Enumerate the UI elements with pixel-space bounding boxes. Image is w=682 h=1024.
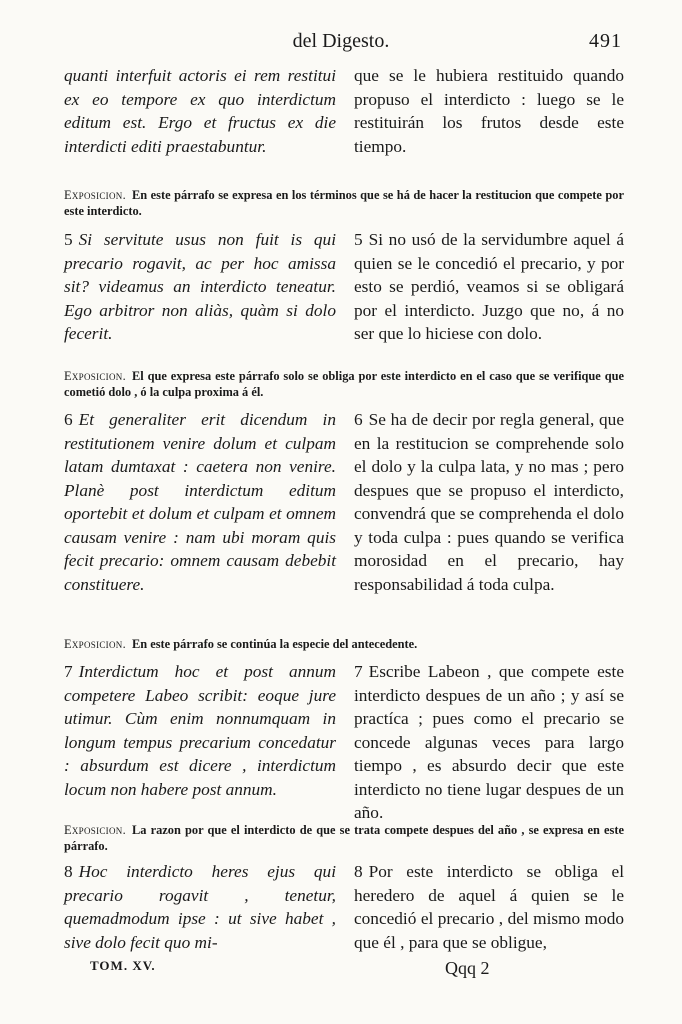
paragraph-number: 6 — [64, 410, 73, 429]
exposition-note — [64, 822, 624, 854]
exposition-label: Exposicion. — [64, 188, 126, 202]
spanish-text: que se le hubiera restituido quando propuso el interdicto : luego se le restituirán los frutos desde este tiempo. — [354, 66, 624, 156]
running-title: del Digesto. — [292, 30, 390, 52]
paragraph-block — [64, 228, 624, 360]
exposition-note — [64, 187, 624, 219]
exposition-text: En este párrafo se continúa la especie del antecedente. — [131, 637, 418, 651]
latin-text: quanti interfuit actoris ei rem restitui ex eo tempore ex quo interdictum editum est. Ergo et fructus ex die interdicti editi praestabuntur. — [64, 66, 336, 156]
exposition-text: La razon por que el interdicto de que se trata compete despues del año , se expresa en este párrafo. — [64, 823, 624, 853]
paragraph-block — [64, 408, 624, 630]
paragraph-block — [64, 860, 624, 956]
page-number: 491 — [589, 30, 622, 52]
spanish-text: 8 Por este interdicto se obliga el heredero de aquel á quien se le concedió el precario , del mismo modo que él , para que se obligue, — [354, 862, 624, 952]
paragraph-number: 7 — [64, 662, 73, 681]
volume-label: TOM. XV. — [90, 958, 156, 973]
paragraph-number: 8 — [354, 862, 363, 881]
spanish-text: 6 Se ha de decir por regla general, que en la restitucion se comprehende solo el dolo y la culpa lata, y no mas ; pero despues que se propuso el interdicto, convendrá que se comprehenda el dolo y toda culpa : pues quando se verifica morosidad en el precario, hay responsabilidad á toda culpa. — [354, 410, 624, 594]
page-footer — [90, 958, 530, 980]
exposition-label: Exposicion. — [64, 369, 126, 383]
exposition-text: En este párrafo se expresa en los términos que se há de hacer la restitucion que compete por este interdicto. — [64, 188, 624, 218]
paragraph-number: 5 — [354, 230, 363, 249]
paragraph-block — [64, 64, 624, 184]
exposition-label: Exposicion. — [64, 823, 126, 837]
exposition-label: Exposicion. — [64, 637, 126, 651]
exposition-text: El que expresa este párrafo solo se obliga por este interdicto en el caso que se verifique que cometió dolo , ó la culpa proxima á él. — [64, 369, 624, 399]
latin-text: 7 Interdictum hoc et post annum competere Labeo scribit: eoque jure utimur. Cùm enim nonnumquam in longum tempus precarium concedatur : absurdum est dicere , interdictum locum non habere post annum. — [64, 662, 336, 799]
latin-text: 6 Et generaliter erit dicendum in restitutionem venire dolum et culpam latam dumtaxat : caetera non venire. Planè post interdictum editum oportebit et dolum et culpam et omnem causam venire : nam ubi moram quis fecit precario: omnem causam debebit constituere. — [64, 410, 336, 594]
spanish-text: 5 Si no usó de la servidumbre aquel á quien se le concedió el precario, y por esto se perdió, veamos si se obligará por el interdicto. Juzgo que no, á no ser que lo hiciese con dolo. — [354, 230, 624, 343]
latin-text: 5 Si servitute usus non fuit is qui precario rogavit, ac per hoc amissa sit? videamus an interdicto teneatur. Ego arbitror non aliàs, quàm si dolo fecerit. — [64, 230, 336, 343]
paragraph-block — [64, 660, 624, 820]
latin-text: 8 Hoc interdicto heres ejus qui precario rogavit , tenetur, quemadmodum ipse : ut sive habet , sive dolo fecit quo mi- — [64, 862, 336, 952]
exposition-note — [64, 368, 624, 400]
paragraph-number: 7 — [354, 662, 363, 681]
paragraph-number: 5 — [64, 230, 73, 249]
paragraph-number: 8 — [64, 862, 73, 881]
paragraph-number: 6 — [354, 410, 363, 429]
spanish-text: 7 Escribe Labeon , que compete este interdicto despues de un año ; y así se practíca ; pues como el precario se concede algunas veces para largo tiempo , es absurdo decir que este interdicto no tiene lugar despues de un año. — [354, 662, 624, 822]
page-header — [60, 30, 622, 58]
exposition-note — [64, 636, 624, 652]
signature-mark: Qqq 2 — [445, 958, 490, 978]
